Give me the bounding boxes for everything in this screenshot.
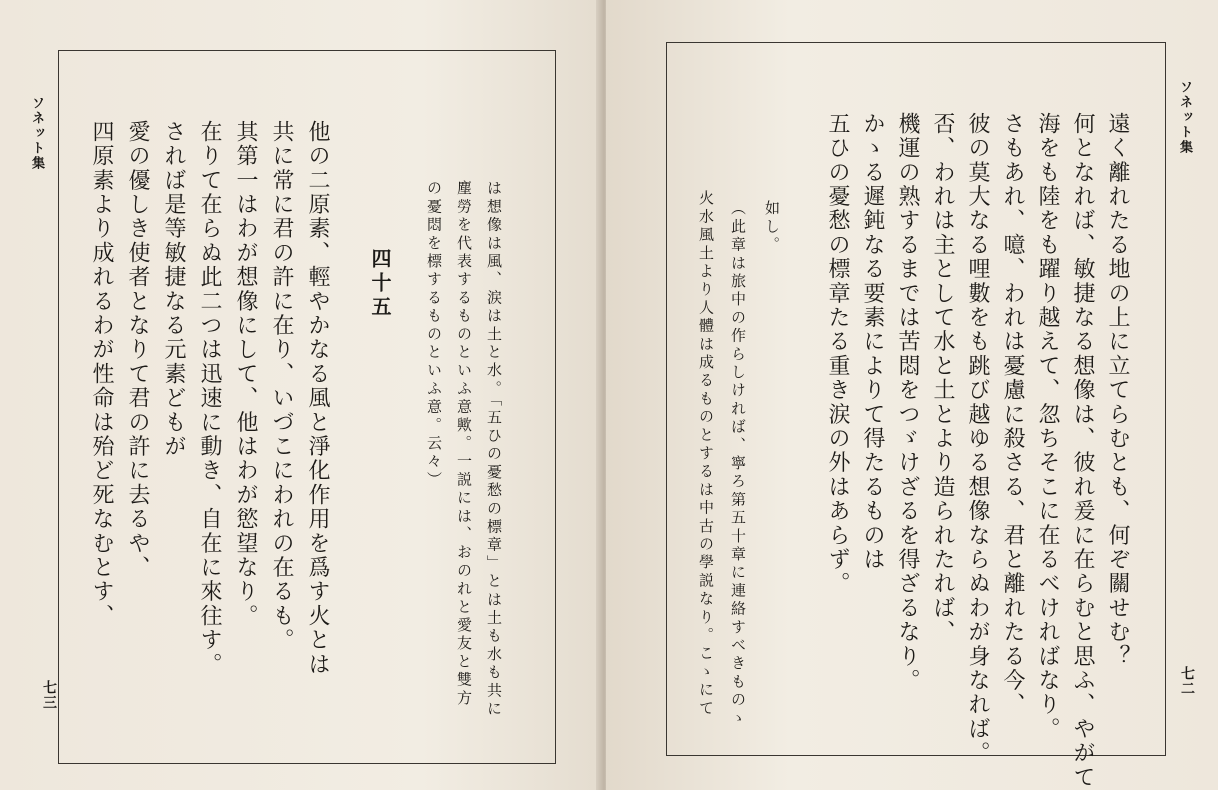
verse-line: されば是等敏捷なる元素どもが [161, 120, 186, 459]
note-line: 如し。 [763, 200, 781, 255]
note-line: （此章は旅中の作らしければ、寧ろ第五十章に連絡すべきものゝ [729, 200, 747, 728]
page-number: 七二 [1179, 666, 1195, 696]
left-page [0, 0, 604, 790]
verse-line: 共に常に君の許に在り、いづこにわれの在るも。 [269, 120, 294, 653]
verse-line: 在りて在らぬ此二つは迅速に動き、自在に來往す。 [197, 120, 222, 677]
verse-line: 其第一はわが想像にして、他はわが慾望なり。 [233, 120, 258, 629]
verse-line: 機運の熟するまでは苦悶をつゞけざるを得ざるなり。 [895, 112, 920, 693]
verse-line: 五ひの憂愁の標章たる重き涙の外はあらず。 [825, 112, 850, 596]
sonnet-number: 四十五 [368, 248, 392, 320]
running-header: ソネット集 [29, 96, 44, 171]
verse-line: 四原素より成れるわが性命は殆ど死なむとす、 [89, 120, 114, 629]
note-line: は想像は風、涙は土と水。「五ひの憂愁の標章」とは土も水も共に [485, 180, 503, 719]
verse-line: 愛の優しき使者となりて君の許に去るや、 [125, 120, 150, 580]
verse-line: さもあれ、噫、われは憂慮に殺さる、君と離れたる今、 [1000, 112, 1025, 717]
verse-line: 彼の莫大なる哩數をも跳び越ゆる想像ならぬわが身なれば。 [965, 112, 990, 766]
verse-line: 海をも陸をも躍り越えて、忽ちそこに在るべければなり。 [1035, 112, 1060, 742]
verse-line: 否、われは主として水と土とより造られたれば、 [930, 112, 955, 645]
running-header: ソネット集 [1177, 80, 1192, 155]
verse-line: 遠く離れたる地の上に立てらむとも、何ぞ關せむ？ [1105, 112, 1130, 669]
note-line: 火水風土より人體は成るものとするは中古の學説なり。こゝにて [697, 190, 715, 718]
verse-line: 何となれば、敏捷なる想像は、彼れ爰に在らむと思ふ、やがて [1070, 112, 1095, 790]
page-number: 七三 [41, 680, 57, 710]
right-page [606, 0, 1218, 790]
note-line: 塵勞を代表するものといふ意歟。一説には、おのれと愛友と雙方 [455, 180, 473, 708]
note-line: の憂悶を標するものといふ意。云々） [425, 180, 443, 490]
verse-line: かゝる遲鈍なる要素によりて得たるものは [860, 112, 885, 572]
verse-line: 他の二原素、輕やかなる風と淨化作用を爲す火とは [305, 120, 330, 677]
